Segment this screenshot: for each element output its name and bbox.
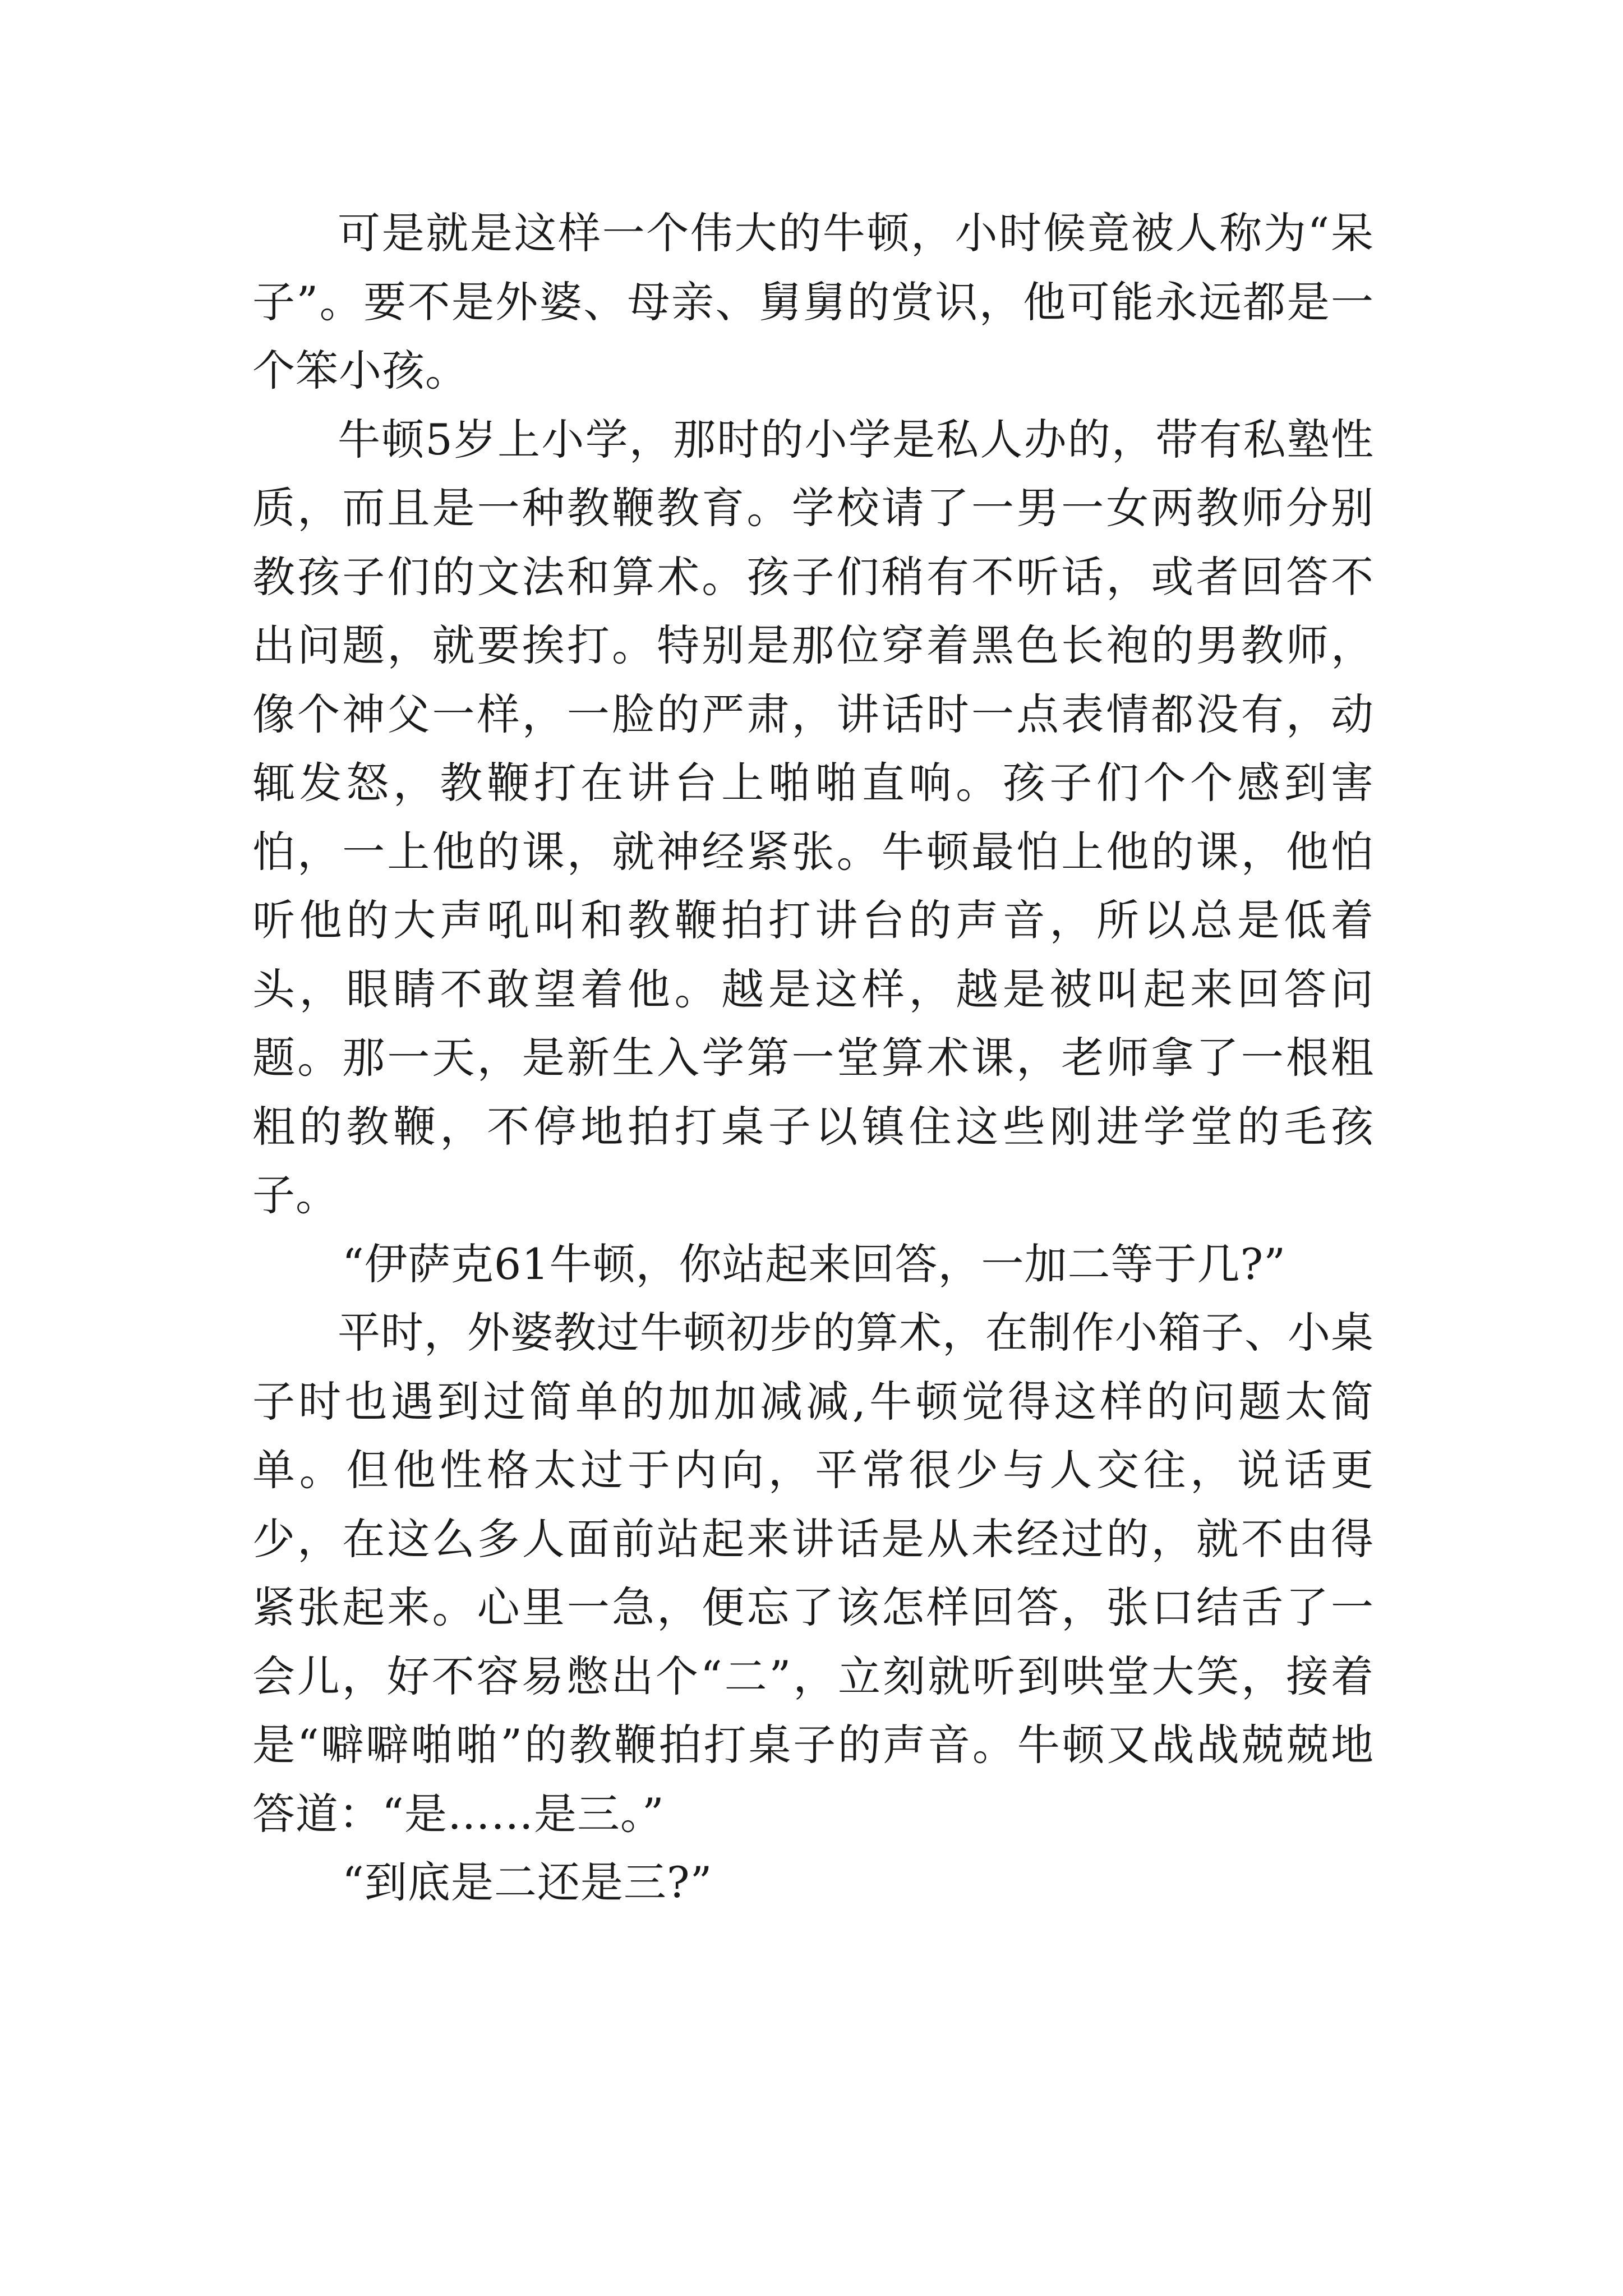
dialogue-paragraph: “伊萨克61牛顿，你站起来回答，一加二等于几?” xyxy=(342,1239,1287,1289)
paragraph: 牛顿5岁上小学，那时的小学是私人办的，带有私塾性质，而且是一种教鞭教育。学校请了一男一女两教师分别教孩子们的文法和算术。孩子们稍有不听话，或者回答不出问题，就要挨打。特别是那位穿着黑色长袍的男教师，像个神父一样，一脸的严肃，讲话时一点表情都没有，动辄发怒，教鞭打在讲台上啪啪直响。孩子们个个感到害怕，一上他的课，就神经紧张。牛顿最怕上他的课，他怕听他的大声吼叫和教鞭拍打讲台的声音，所以总是低着头，眼睛不敢望着他。越是这样，越是被叫起来回答问题。那一天，是新生入学第一堂算术课，老师拿了一根粗粗的教鞭，不停地拍打桌子以镇住这些刚进学堂的毛孩子。 xyxy=(252,414,1374,1220)
paragraph: 平时，外婆教过牛顿初步的算术，在制作小箱子、小桌子时也遇到过简单的加加减减,牛顿觉得这样的问题太简单。但他性格太过于内向，平常很少与人交往，说话更少，在这么多人面前站起来讲话是从未经过的，就不由得紧张起来。心里一急，便忘了该怎样回答，张口结舌了一会儿，好不容易憋出个“二”，立刻就听到哄堂大笑，接着是“噼噼啪啪”的教鞭拍打桌子的声音。牛顿又战战兢兢地答道：“是……是三。” xyxy=(252,1308,1374,1839)
dialogue-paragraph: “到底是二还是三?” xyxy=(342,1857,713,1907)
body-text xyxy=(252,199,1374,1917)
paragraph: 可是就是这样一个伟大的牛顿，小时候竟被人称为“呆子”。要不是外婆、母亲、舅舅的赏识，他可能永远都是一个笨小孩。 xyxy=(252,208,1374,395)
